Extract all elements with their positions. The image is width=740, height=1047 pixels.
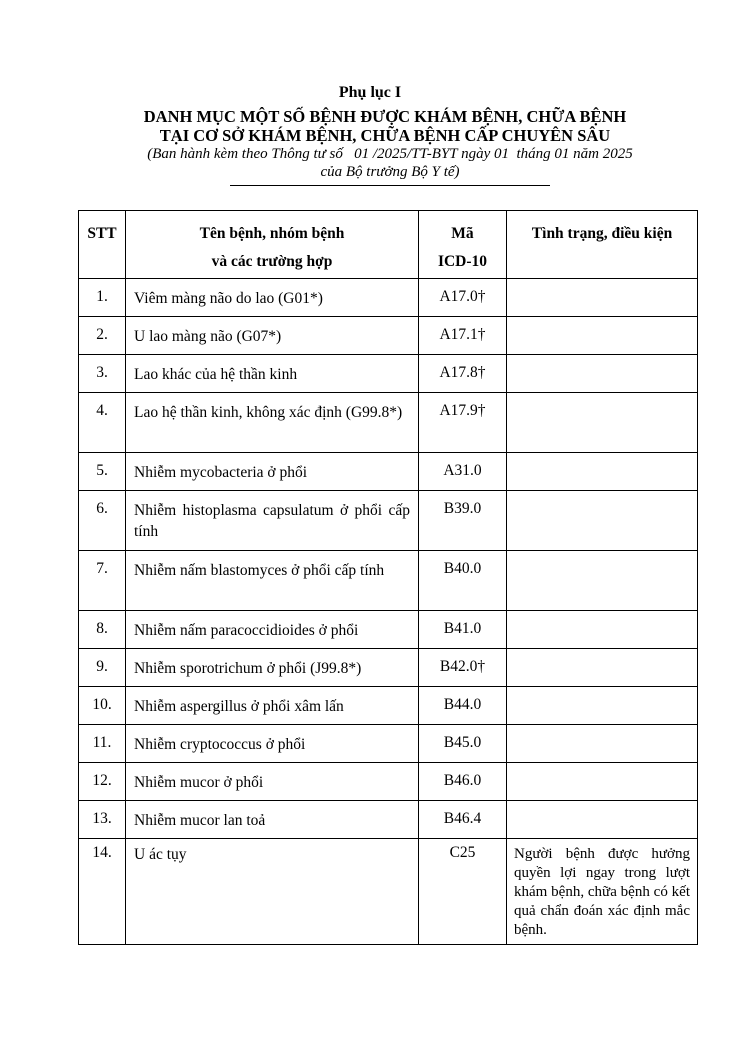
- cell-condition: [507, 491, 698, 551]
- cell-name: Nhiễm histoplasma capsulatum ở phổi cấp tính: [126, 491, 419, 551]
- table-row: [79, 317, 698, 355]
- table-header-row: [79, 211, 698, 279]
- cell-stt: 8.: [79, 611, 126, 649]
- cell-name: Nhiễm sporotrichum ở phổi (J99.8*): [126, 649, 419, 687]
- cell-code: A31.0: [419, 453, 507, 491]
- cell-name: Viêm màng não do lao (G01*): [126, 279, 419, 317]
- cell-code: B45.0: [419, 725, 507, 763]
- cell-code: A17.1†: [419, 317, 507, 355]
- cell-stt: 14.: [79, 839, 126, 945]
- cell-code: B40.0: [419, 551, 507, 611]
- cell-condition: [507, 801, 698, 839]
- table-row: [79, 279, 698, 317]
- table-row: [79, 687, 698, 725]
- cell-stt: 3.: [79, 355, 126, 393]
- document-title-line2: TẠI CƠ SỞ KHÁM BỆNH, CHỮA BỆNH CẤP CHUYÊN SÂU: [159, 126, 611, 145]
- disease-table: [78, 210, 698, 945]
- appendix-label: Phụ lục I: [338, 84, 402, 101]
- cell-stt: 4.: [79, 393, 126, 453]
- cell-condition: [507, 317, 698, 355]
- document-title-line1: DANH MỤC MỘT SỐ BỆNH ĐƯỢC KHÁM BỆNH, CHỮA BỆNH: [143, 107, 627, 126]
- cell-name: Nhiễm cryptococcus ở phổi: [126, 725, 419, 763]
- cell-name: Lao khác của hệ thần kinh: [126, 355, 419, 393]
- cell-stt: 13.: [79, 801, 126, 839]
- cell-stt: 1.: [79, 279, 126, 317]
- cell-condition: Người bệnh được hưởng quyền lợi ngay trong lượt khám bệnh, chữa bệnh có kết quả chẩn đoán xác định mắc bệnh.: [507, 839, 698, 945]
- cell-stt: 5.: [79, 453, 126, 491]
- header-condition: Tình trạng, điều kiện: [507, 211, 698, 279]
- issuer-line: của Bộ trưởng Bộ Y tế): [320, 164, 460, 180]
- table-row: [79, 649, 698, 687]
- cell-code: B44.0: [419, 687, 507, 725]
- cell-code: B42.0†: [419, 649, 507, 687]
- table-row: [79, 491, 698, 551]
- cell-condition: [507, 649, 698, 687]
- table-row: [79, 551, 698, 611]
- cell-condition: [507, 551, 698, 611]
- cell-code: C25: [419, 839, 507, 945]
- table-row: [79, 453, 698, 491]
- table-row: [79, 611, 698, 649]
- cell-stt: 11.: [79, 725, 126, 763]
- table-row: [79, 355, 698, 393]
- table-row: [79, 763, 698, 801]
- cell-stt: 10.: [79, 687, 126, 725]
- header-stt: STT: [79, 211, 126, 279]
- cell-condition: [507, 453, 698, 491]
- issued-by-circular: (Ban hành kèm theo Thông tư số 01 /2025/TT-BYT ngày 01 tháng 01 năm 2025: [147, 146, 633, 162]
- table-row: [79, 839, 698, 945]
- cell-condition: [507, 687, 698, 725]
- cell-name: Nhiễm mucor lan toả: [126, 801, 419, 839]
- cell-code: A17.0†: [419, 279, 507, 317]
- cell-name: U ác tụy: [126, 839, 419, 945]
- cell-stt: 6.: [79, 491, 126, 551]
- cell-condition: [507, 611, 698, 649]
- cell-condition: [507, 393, 698, 453]
- cell-code: B46.4: [419, 801, 507, 839]
- table-row: [79, 801, 698, 839]
- header-code: Mã ICD-10: [419, 211, 507, 279]
- cell-code: B46.0: [419, 763, 507, 801]
- cell-name: Lao hệ thần kinh, không xác định (G99.8*): [126, 393, 419, 453]
- title-underline: [230, 185, 550, 186]
- cell-name: Nhiễm aspergillus ở phổi xâm lấn: [126, 687, 419, 725]
- cell-condition: [507, 725, 698, 763]
- cell-stt: 9.: [79, 649, 126, 687]
- header-name: Tên bệnh, nhóm bệnh và các trường hợp: [126, 211, 419, 279]
- cell-stt: 7.: [79, 551, 126, 611]
- cell-stt: 12.: [79, 763, 126, 801]
- cell-condition: [507, 763, 698, 801]
- cell-name: Nhiễm nấm blastomyces ở phổi cấp tính: [126, 551, 419, 611]
- cell-name: U lao màng não (G07*): [126, 317, 419, 355]
- cell-code: B39.0: [419, 491, 507, 551]
- table-row: [79, 393, 698, 453]
- cell-stt: 2.: [79, 317, 126, 355]
- cell-name: Nhiễm nấm paracoccidioides ở phổi: [126, 611, 419, 649]
- table-row: [79, 725, 698, 763]
- cell-code: A17.8†: [419, 355, 507, 393]
- cell-condition: [507, 355, 698, 393]
- cell-condition: [507, 279, 698, 317]
- cell-name: Nhiễm mucor ở phổi: [126, 763, 419, 801]
- cell-code: A17.9†: [419, 393, 507, 453]
- cell-name: Nhiễm mycobacteria ở phổi: [126, 453, 419, 491]
- cell-code: B41.0: [419, 611, 507, 649]
